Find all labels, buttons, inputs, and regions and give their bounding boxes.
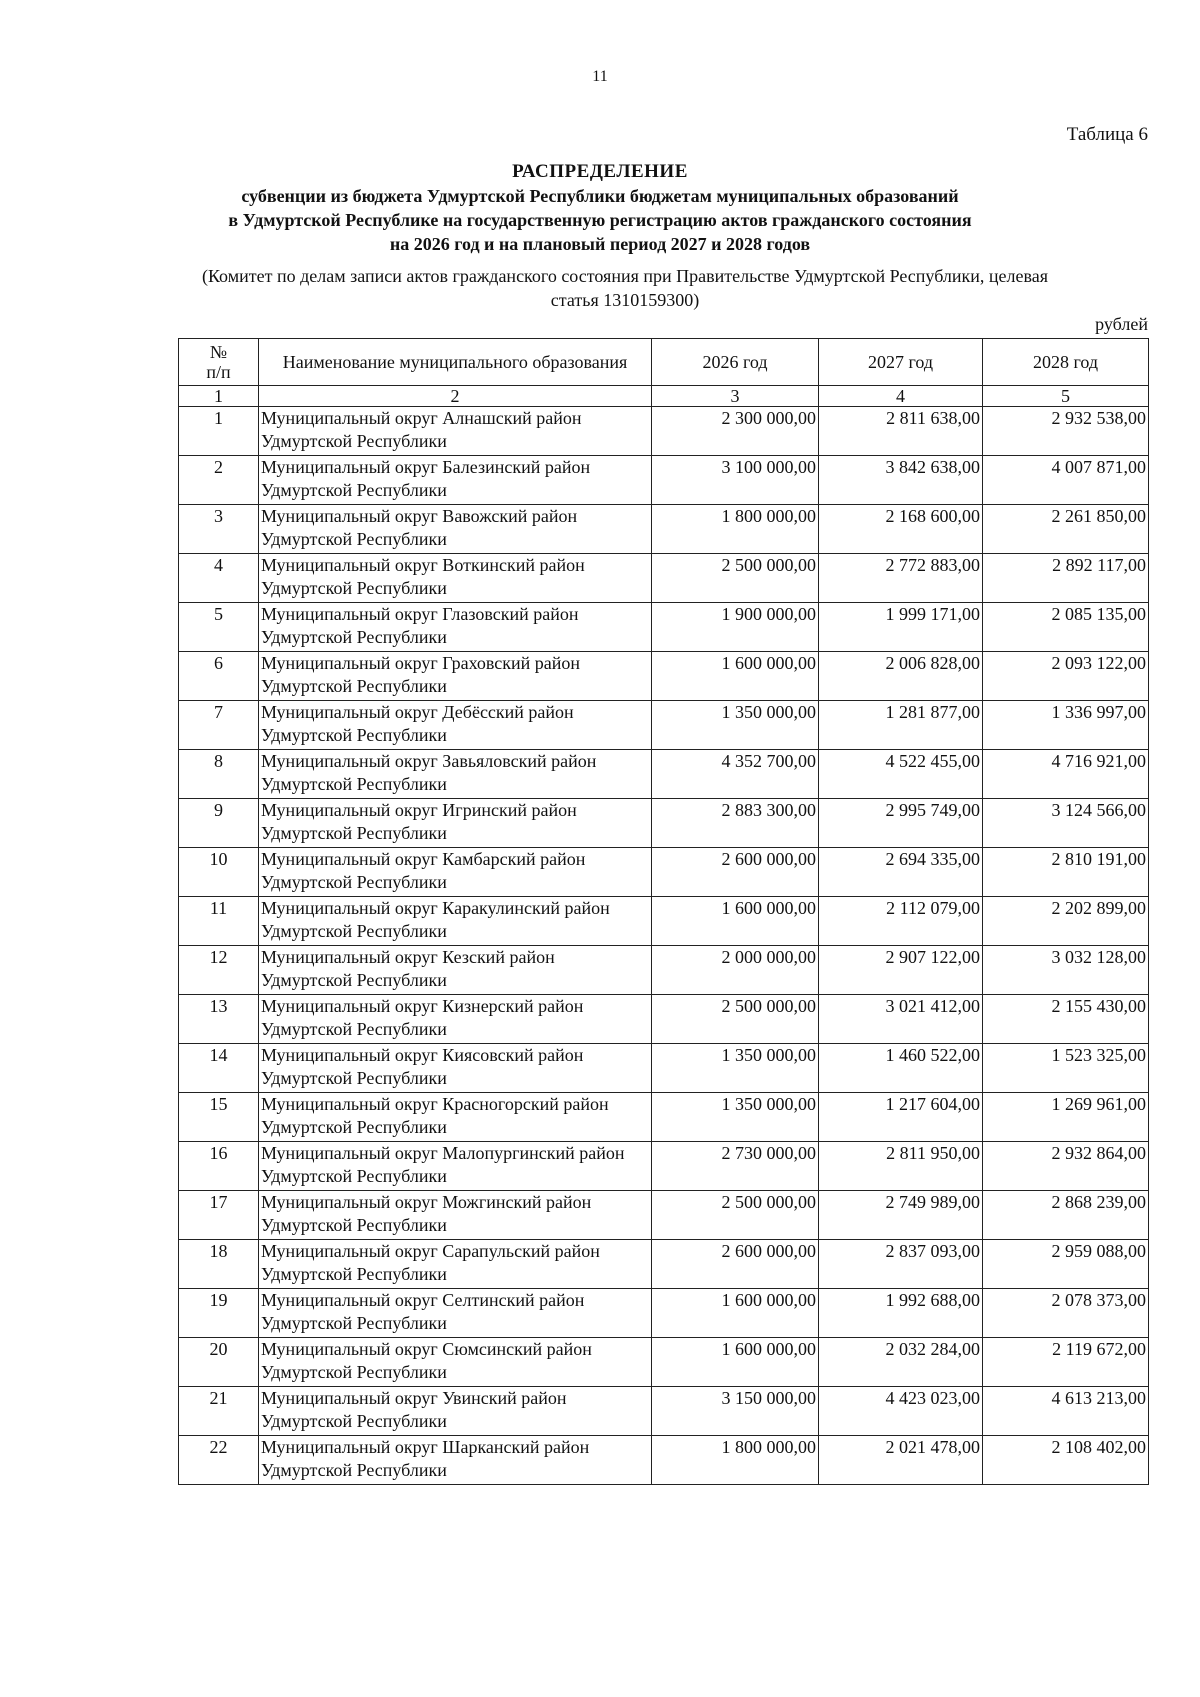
document-subtitle	[185, 264, 1065, 312]
amount-2026: 1 900 000,00	[652, 603, 819, 652]
distribution-table	[178, 338, 1149, 1485]
amount-2027: 3 842 638,00	[819, 456, 983, 505]
table-label: Таблица 6	[1066, 124, 1148, 145]
header-2027: 2027 год	[819, 339, 983, 386]
document-heading	[150, 160, 1050, 256]
row-number: 19	[179, 1289, 259, 1338]
amount-2027: 2 995 749,00	[819, 799, 983, 848]
municipality-name: Муниципальный округ Селтинский район Удмуртской Республики	[259, 1289, 652, 1338]
header-name: Наименование муниципального образования	[259, 339, 652, 386]
row-number: 22	[179, 1436, 259, 1485]
table-row	[179, 1289, 1149, 1338]
amount-2026: 1 600 000,00	[652, 1338, 819, 1387]
municipality-name: Муниципальный округ Киясовский район Удмуртской Республики	[259, 1044, 652, 1093]
amount-2027: 2 749 989,00	[819, 1191, 983, 1240]
table-row	[179, 1191, 1149, 1240]
amount-2028: 4 007 871,00	[983, 456, 1149, 505]
table-row	[179, 1044, 1149, 1093]
amount-2027: 1 217 604,00	[819, 1093, 983, 1142]
subtitle-line-1: (Комитет по делам записи актов гражданского состояния при Правительстве Удмуртской Республики, целевая	[201, 266, 1049, 286]
amount-2026: 1 600 000,00	[652, 1289, 819, 1338]
amount-2028: 2 202 899,00	[983, 897, 1149, 946]
row-number: 7	[179, 701, 259, 750]
municipality-name: Муниципальный округ Увинский район Удмуртской Республики	[259, 1387, 652, 1436]
column-number: 2	[259, 386, 652, 407]
table-row	[179, 505, 1149, 554]
municipality-name: Муниципальный округ Дебёсский район Удмуртской Республики	[259, 701, 652, 750]
table-body	[179, 407, 1149, 1485]
row-number: 5	[179, 603, 259, 652]
row-number: 8	[179, 750, 259, 799]
municipality-name: Муниципальный округ Красногорский район Удмуртской Республики	[259, 1093, 652, 1142]
row-number: 1	[179, 407, 259, 456]
amount-2026: 2 500 000,00	[652, 554, 819, 603]
amount-2028: 2 932 538,00	[983, 407, 1149, 456]
row-number: 13	[179, 995, 259, 1044]
amount-2026: 2 600 000,00	[652, 848, 819, 897]
municipality-name: Муниципальный округ Завьяловский район Удмуртской Республики	[259, 750, 652, 799]
amount-2028: 2 108 402,00	[983, 1436, 1149, 1485]
amount-2026: 3 100 000,00	[652, 456, 819, 505]
amount-2026: 2 500 000,00	[652, 1191, 819, 1240]
amount-2027: 4 522 455,00	[819, 750, 983, 799]
amount-2027: 2 837 093,00	[819, 1240, 983, 1289]
amount-2028: 1 336 997,00	[983, 701, 1149, 750]
amount-2028: 3 032 128,00	[983, 946, 1149, 995]
row-number: 18	[179, 1240, 259, 1289]
amount-2026: 2 883 300,00	[652, 799, 819, 848]
table-row	[179, 652, 1149, 701]
amount-2027: 2 772 883,00	[819, 554, 983, 603]
amount-2028: 2 155 430,00	[983, 995, 1149, 1044]
subtitle-line-2: статья 1310159300)	[550, 290, 700, 310]
header-number-sign: №	[209, 342, 228, 362]
table-row	[179, 603, 1149, 652]
amount-2027: 2 907 122,00	[819, 946, 983, 995]
municipality-name: Муниципальный округ Сарапульский район Удмуртской Республики	[259, 1240, 652, 1289]
amount-2027: 1 992 688,00	[819, 1289, 983, 1338]
column-numbers-row	[179, 386, 1149, 407]
amount-2027: 2 032 284,00	[819, 1338, 983, 1387]
amount-2028: 2 959 088,00	[983, 1240, 1149, 1289]
municipality-name: Муниципальный округ Воткинский район Удмуртской Республики	[259, 554, 652, 603]
amount-2027: 3 021 412,00	[819, 995, 983, 1044]
row-number: 21	[179, 1387, 259, 1436]
amount-2026: 2 730 000,00	[652, 1142, 819, 1191]
amount-2026: 1 600 000,00	[652, 897, 819, 946]
amount-2026: 1 800 000,00	[652, 505, 819, 554]
heading-line-2: в Удмуртской Республике на государственную регистрацию актов гражданского состояния	[228, 210, 972, 230]
table-row	[179, 946, 1149, 995]
amount-2027: 2 006 828,00	[819, 652, 983, 701]
column-number: 1	[179, 386, 259, 407]
municipality-name: Муниципальный округ Малопургинский район Удмуртской Республики	[259, 1142, 652, 1191]
amount-2028: 2 085 135,00	[983, 603, 1149, 652]
amount-2027: 1 281 877,00	[819, 701, 983, 750]
municipality-name: Муниципальный округ Игринский район Удмуртской Республики	[259, 799, 652, 848]
municipality-name: Муниципальный округ Алнашский район Удмуртской Республики	[259, 407, 652, 456]
amount-2026: 2 500 000,00	[652, 995, 819, 1044]
table-header-row	[179, 339, 1149, 386]
row-number: 10	[179, 848, 259, 897]
row-number: 20	[179, 1338, 259, 1387]
amount-2028: 1 523 325,00	[983, 1044, 1149, 1093]
column-number: 5	[983, 386, 1149, 407]
column-number: 4	[819, 386, 983, 407]
heading-title: РАСПРЕДЕЛЕНИЕ	[512, 161, 688, 182]
amount-2027: 1 999 171,00	[819, 603, 983, 652]
header-2028: 2028 год	[983, 339, 1149, 386]
amount-2027: 2 694 335,00	[819, 848, 983, 897]
municipality-name: Муниципальный округ Вавожский район Удмуртской Республики	[259, 505, 652, 554]
municipality-name: Муниципальный округ Камбарский район Удмуртской Республики	[259, 848, 652, 897]
page-number: 11	[592, 68, 608, 85]
amount-2028: 3 124 566,00	[983, 799, 1149, 848]
municipality-name: Муниципальный округ Шарканский район Удмуртской Республики	[259, 1436, 652, 1485]
municipality-name: Муниципальный округ Балезинский район Удмуртской Республики	[259, 456, 652, 505]
row-number: 4	[179, 554, 259, 603]
row-number: 17	[179, 1191, 259, 1240]
table-row	[179, 407, 1149, 456]
row-number: 9	[179, 799, 259, 848]
municipality-name: Муниципальный округ Сюмсинский район Удмуртской Республики	[259, 1338, 652, 1387]
heading-line-1: субвенции из бюджета Удмуртской Республики бюджетам муниципальных образований	[241, 186, 959, 206]
currency-units: рублей	[1095, 314, 1148, 334]
table-row	[179, 1240, 1149, 1289]
row-number: 11	[179, 897, 259, 946]
amount-2028: 2 078 373,00	[983, 1289, 1149, 1338]
amount-2026: 1 800 000,00	[652, 1436, 819, 1485]
amount-2028: 2 868 239,00	[983, 1191, 1149, 1240]
amount-2027: 2 112 079,00	[819, 897, 983, 946]
table-row	[179, 1436, 1149, 1485]
table-row	[179, 1142, 1149, 1191]
municipality-name: Муниципальный округ Граховский район Удмуртской Республики	[259, 652, 652, 701]
municipality-name: Муниципальный округ Глазовский район Удмуртской Республики	[259, 603, 652, 652]
table-row	[179, 1093, 1149, 1142]
header-number-pp: п/п	[206, 362, 231, 382]
municipality-name: Муниципальный округ Каракулинский район Удмуртской Республики	[259, 897, 652, 946]
column-number: 3	[652, 386, 819, 407]
table-row	[179, 1338, 1149, 1387]
amount-2026: 4 352 700,00	[652, 750, 819, 799]
amount-2027: 2 168 600,00	[819, 505, 983, 554]
amount-2027: 2 811 950,00	[819, 1142, 983, 1191]
row-number: 6	[179, 652, 259, 701]
row-number: 15	[179, 1093, 259, 1142]
table-row	[179, 995, 1149, 1044]
amount-2028: 4 716 921,00	[983, 750, 1149, 799]
amount-2027: 4 423 023,00	[819, 1387, 983, 1436]
municipality-name: Муниципальный округ Можгинский район Удмуртской Республики	[259, 1191, 652, 1240]
table-row	[179, 701, 1149, 750]
amount-2028: 2 810 191,00	[983, 848, 1149, 897]
row-number: 16	[179, 1142, 259, 1191]
amount-2028: 2 261 850,00	[983, 505, 1149, 554]
amount-2026: 2 300 000,00	[652, 407, 819, 456]
amount-2026: 1 600 000,00	[652, 652, 819, 701]
municipality-name: Муниципальный округ Кезский район Удмуртской Республики	[259, 946, 652, 995]
row-number: 3	[179, 505, 259, 554]
header-2026: 2026 год	[652, 339, 819, 386]
amount-2026: 3 150 000,00	[652, 1387, 819, 1436]
table-row	[179, 456, 1149, 505]
amount-2026: 1 350 000,00	[652, 1044, 819, 1093]
table-row	[179, 799, 1149, 848]
amount-2028: 4 613 213,00	[983, 1387, 1149, 1436]
row-number: 2	[179, 456, 259, 505]
row-number: 14	[179, 1044, 259, 1093]
amount-2028: 1 269 961,00	[983, 1093, 1149, 1142]
table-row	[179, 750, 1149, 799]
row-number: 12	[179, 946, 259, 995]
amount-2028: 2 119 672,00	[983, 1338, 1149, 1387]
amount-2026: 1 350 000,00	[652, 1093, 819, 1142]
table-row	[179, 848, 1149, 897]
amount-2027: 2 021 478,00	[819, 1436, 983, 1485]
amount-2026: 1 350 000,00	[652, 701, 819, 750]
heading-line-3: на 2026 год и на плановый период 2027 и 2028 годов	[389, 234, 811, 254]
municipality-name: Муниципальный округ Кизнерский район Удмуртской Республики	[259, 995, 652, 1044]
amount-2028: 2 892 117,00	[983, 554, 1149, 603]
table-row	[179, 897, 1149, 946]
header-number	[179, 339, 259, 386]
amount-2027: 1 460 522,00	[819, 1044, 983, 1093]
amount-2026: 2 600 000,00	[652, 1240, 819, 1289]
amount-2026: 2 000 000,00	[652, 946, 819, 995]
amount-2028: 2 093 122,00	[983, 652, 1149, 701]
table-row	[179, 554, 1149, 603]
table-row	[179, 1387, 1149, 1436]
amount-2028: 2 932 864,00	[983, 1142, 1149, 1191]
amount-2027: 2 811 638,00	[819, 407, 983, 456]
